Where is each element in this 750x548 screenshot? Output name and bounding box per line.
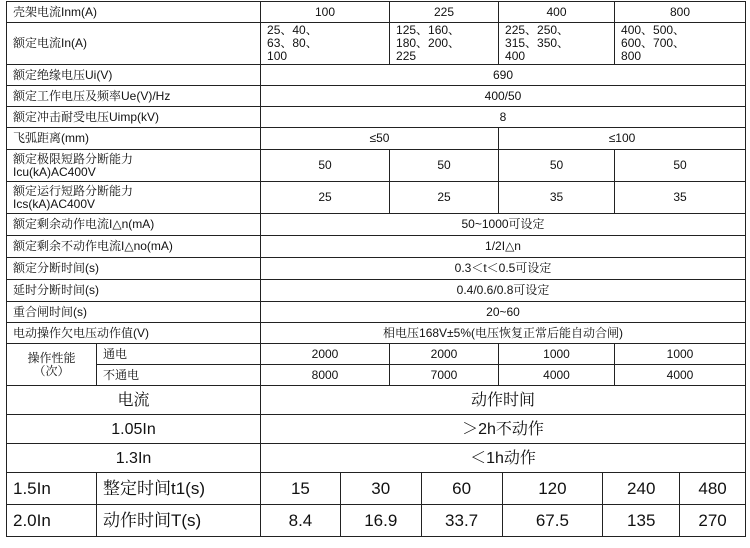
operation-value: 8000 [261,365,390,386]
row-value: 0.3＜t＜0.5可设定 [261,258,746,280]
working-voltage-row [7,86,746,107]
operation-value: 4000 [615,365,746,386]
delay-time-row [7,280,746,302]
timing-detail-value: 480 [679,473,745,504]
spec-table [6,1,746,537]
residual-current-row [7,214,746,236]
timing-detail-value: 30 [340,473,421,504]
row-label: 重合闸时间(s) [7,302,261,323]
row-value: 20~60 [261,302,746,323]
timing-detail-current: 2.0In [7,505,97,537]
row-value: 50~1000可设定 [261,214,746,236]
icu-label: 额定极限短路分断能力 Icu(kA)AC400V [7,150,261,182]
timing-row [7,444,746,473]
timing-detail-value: 135 [602,505,679,536]
frame-value: 225 [390,2,499,23]
icu-row [7,150,746,182]
ics-value: 25 [261,182,390,214]
frame-value: 800 [615,2,746,23]
operation-value: 2000 [390,344,499,365]
icu-value: 50 [390,150,499,182]
operation-value: 4000 [499,365,615,386]
rated-current-value: 125、160、 180、200、 225 [390,23,499,65]
icu-value: 50 [261,150,390,182]
arc-value: ≤100 [499,128,746,150]
timing-detail-label: 动作时间T(s) [97,505,261,537]
timing-current: 1.05In [7,415,261,444]
row-value: 8 [261,107,746,128]
rated-current-value: 400、500、 600、700、 800 [615,23,746,65]
ics-value: 25 [390,182,499,214]
timing-header-current: 电流 [7,386,261,415]
break-time-row [7,258,746,280]
timing-row [7,415,746,444]
operation-sub-label: 不通电 [97,365,261,386]
ics-value: 35 [499,182,615,214]
row-value: 690 [261,65,746,86]
timing-detail-value: 15 [290,479,310,498]
rated-current-label: 额定电流In(A) [7,23,261,65]
frame-value: 400 [499,2,615,23]
timing-result: ＞2h不动作 [261,415,746,444]
row-label: 额定冲击耐受电压Uimp(kV) [7,107,261,128]
rated-current-value: 225、250、 315、350、 400 [499,23,615,65]
operation-value: 7000 [390,365,499,386]
ics-label: 额定运行短路分断能力 Ics(kA)AC400V [7,182,261,214]
timing-current: 1.3In [7,444,261,473]
operation-label: 操作性能 （次） [7,344,97,386]
arc-distance-row [7,128,746,150]
icu-value: 50 [499,150,615,182]
timing-detail-value: 16.9 [340,505,421,536]
ics-row [7,182,746,214]
operation-value: 1000 [499,344,615,365]
arc-value: ≤50 [261,128,499,150]
row-value: 400/50 [261,86,746,107]
row-label: 额定剩余动作电流I△n(mA) [7,214,261,236]
timing-detail-values [261,505,746,537]
frame-value: 100 [261,2,390,23]
frame-label: 壳架电流Inm(A) [7,2,261,23]
reclose-time-row [7,302,746,323]
timing-detail-value: 120 [502,473,603,504]
row-label: 额定剩余不动作电流I△no(mA) [7,236,261,258]
row-label: 延时分断时间(s) [7,280,261,302]
row-label: 电动操作欠电压动作值(V) [7,323,261,344]
undervoltage-row [7,323,746,344]
timing-detail-value: 270 [679,505,745,536]
timing-detail-value: 67.5 [502,505,603,536]
ics-value: 35 [615,182,746,214]
row-label: 额定工作电压及频率Ue(V)/Hz [7,86,261,107]
impulse-voltage-row [7,107,746,128]
row-value: 0.4/0.6/0.8可设定 [261,280,746,302]
timing-result: ＜1h动作 [261,444,746,473]
timing-detail-current: 1.5In [7,473,97,505]
frame-row [7,2,746,23]
row-label: 额定分断时间(s) [7,258,261,280]
timing-detail-label: 整定时间t1(s) [97,473,261,505]
rated-current-row [7,23,746,65]
operation-value: 2000 [261,344,390,365]
row-value: 相电压168V±5%(电压恢复正常后能自动合闸) [261,323,746,344]
icu-value: 50 [615,150,746,182]
arc-label: 飞弧距离(mm) [7,128,261,150]
timing-detail-value: 240 [602,473,679,504]
rated-current-value: 25、40、 63、80、 100 [261,23,390,65]
insulation-voltage-row [7,65,746,86]
operation-value: 1000 [615,344,746,365]
timing-detail-values [261,473,746,505]
row-value: 1/2I△n [261,236,746,258]
timing-detail-value: 60 [421,473,502,504]
operation-row [7,365,746,386]
timing-detail-value: 8.4 [288,511,313,530]
timing-detail-row [7,505,746,537]
timing-header-row [7,386,746,415]
operation-row [7,344,746,365]
timing-detail-row [7,473,746,505]
timing-header-time: 动作时间 [261,386,746,415]
operation-sub-label: 通电 [97,344,261,365]
non-operating-current-row [7,236,746,258]
timing-detail-value: 33.7 [421,505,502,536]
row-label: 额定绝缘电压Ui(V) [7,65,261,86]
